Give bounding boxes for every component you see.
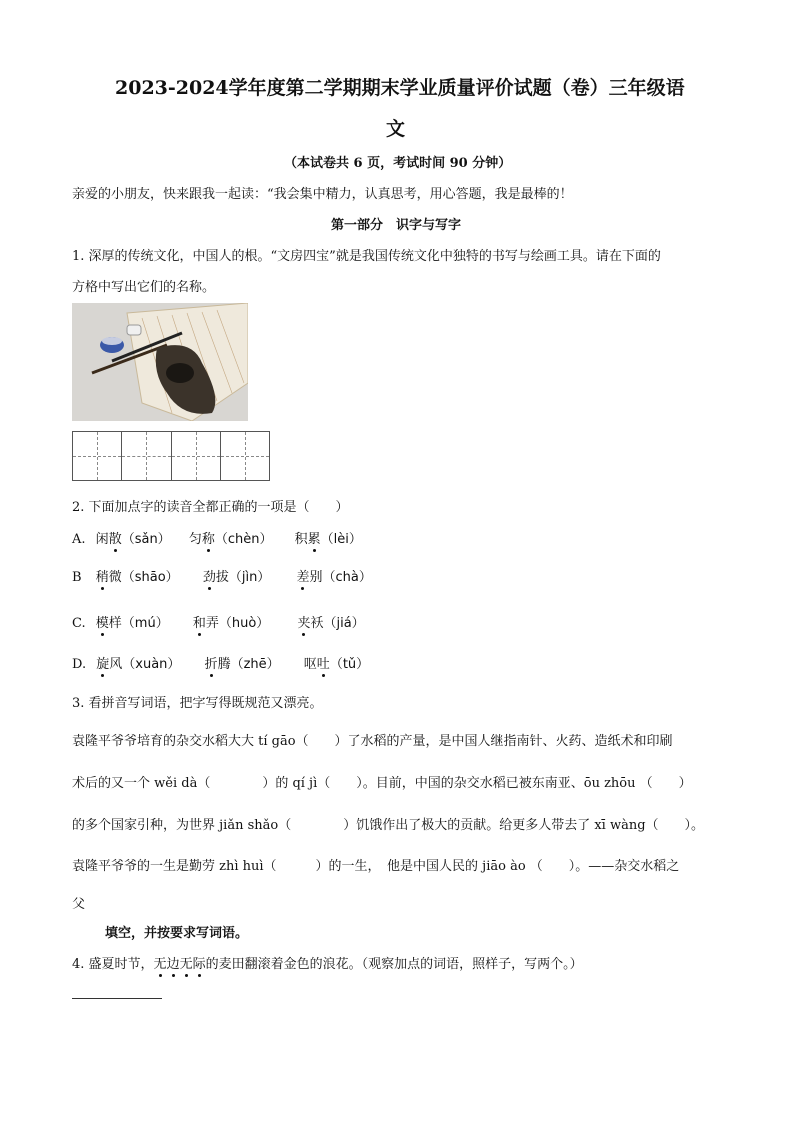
option-word: 拔: [215, 570, 229, 585]
answer-cell[interactable]: [221, 432, 269, 480]
q2-option-b[interactable]: [72, 566, 372, 585]
answer-cell[interactable]: [122, 432, 171, 480]
section1-heading: 第一部分 识字与写字: [331, 218, 462, 233]
q2-option-c[interactable]: [72, 612, 365, 631]
option-label: B: [72, 570, 82, 585]
option-label: C.: [72, 616, 86, 631]
intro-text: 亲爱的小朋友，快来跟我一起读：“我会集中精力，认真思考，用心答题，我是最棒的！: [72, 187, 573, 202]
section2-heading: 填空，并按要求写词语。: [105, 926, 249, 941]
q1-text-line2: 方格中写出它们的名称。: [72, 280, 216, 295]
q3-passage-line4[interactable]: 袁隆平爷爷的一生是勤劳 zhì huì（ ）的一生， 他是中国人民的 jiāo ào （ ）。——杂交水稻之: [72, 859, 680, 874]
exam-subtitle: （本试卷共 6 页，考试时间 90 分钟）: [284, 156, 512, 171]
pinyin: （xuàn）: [122, 657, 181, 672]
page-title-line1: 2023-2024学年度第二学期期末学业质量评价试题（卷）三年级语: [115, 77, 685, 99]
dotted-char: 稍: [96, 566, 109, 585]
option-word: 呕: [303, 657, 317, 672]
q2-option-d[interactable]: [72, 653, 369, 672]
option-label: A.: [72, 532, 86, 547]
q3-text: 3. 看拼音写词语，把字写得既规范又漂亮。: [72, 696, 323, 711]
q3-passage-line2[interactable]: 术后的又一个 wěi dà（ ）的 qí jì（ ）。目前，中国的杂交水稻已被东南亚、ōu zhōu （ ）: [72, 776, 692, 791]
dotted-char: 累: [308, 528, 321, 547]
dotted-char: 折: [205, 653, 218, 672]
dotted-char: 旋: [96, 653, 109, 672]
pinyin: （chèn）: [214, 532, 273, 547]
q2-text: 2. 下面加点字的读音全都正确的一项是（ ）: [72, 500, 349, 515]
pinyin: （jiá）: [323, 616, 365, 631]
dotted-char: 散: [109, 528, 122, 547]
q3-passage-line3[interactable]: 的多个国家引种，为世界 jiǎn shǎo（ ）饥饿作出了极大的贡献。给更多人带去了 xī wàng（ ）。: [72, 818, 705, 833]
option-word: 袄: [310, 616, 324, 631]
dotted-char: 模: [96, 612, 109, 631]
dotted-char: 吐: [317, 653, 330, 672]
q4-text: [72, 953, 583, 972]
pinyin: （sǎn）: [121, 532, 171, 547]
q4-suffix: 的麦田翻滚着金色的浪花。（观察加点的词语，照样子，写两个。）: [205, 957, 583, 972]
option-word: 微: [108, 570, 122, 585]
pinyin: （shāo）: [121, 570, 179, 585]
dotted-char: 夹: [297, 612, 310, 631]
option-word: 样: [108, 616, 122, 631]
pinyin: （tǔ）: [329, 657, 370, 672]
q2-option-a[interactable]: [72, 528, 362, 547]
option-label: D.: [72, 657, 87, 672]
pinyin: （zhē）: [230, 657, 280, 672]
pinyin: （huò）: [218, 616, 270, 631]
answer-cell[interactable]: [172, 432, 221, 480]
page-title-line2: 文: [386, 118, 406, 140]
option-word: 积: [294, 532, 308, 547]
pinyin: （jìn）: [228, 570, 271, 585]
q1-text-line1: 1. 深厚的传统文化，中国人的根。“文房四宝”就是我国传统文化中独特的书写与绘画工具。请在下面的: [72, 249, 661, 264]
pinyin: （chà）: [322, 570, 372, 585]
option-word: 匀: [188, 532, 202, 547]
dotted-char: 无: [154, 953, 167, 972]
option-word: 弄: [205, 616, 219, 631]
pinyin: （mú）: [121, 616, 169, 631]
dotted-char: 际: [193, 953, 206, 972]
q3-passage-line1[interactable]: 袁隆平爷爷培育的杂交水稻大大 tí gāo（ ）了水稻的产量，是中国人继指南针、火药、造纸术和印刷: [72, 734, 673, 749]
dotted-char: 差: [296, 566, 309, 585]
option-word: 腾: [217, 657, 231, 672]
answer-cell[interactable]: [73, 432, 122, 480]
four-treasures-photo: [72, 303, 248, 421]
q3-passage-line5: 父: [72, 897, 86, 912]
q4-prefix: 4. 盛夏时节，: [72, 957, 154, 972]
option-word: 别: [309, 570, 323, 585]
answer-grid[interactable]: [72, 431, 270, 481]
dotted-char: 无: [180, 953, 193, 972]
dotted-char: 和: [193, 612, 206, 631]
option-word: 风: [109, 657, 123, 672]
q4-answer-line[interactable]: [72, 998, 162, 999]
dotted-char: 边: [167, 953, 180, 972]
pinyin: （lèi）: [320, 532, 362, 547]
dotted-char: 劲: [203, 566, 216, 585]
option-word: 闲: [95, 532, 109, 547]
dotted-char: 称: [202, 528, 215, 547]
